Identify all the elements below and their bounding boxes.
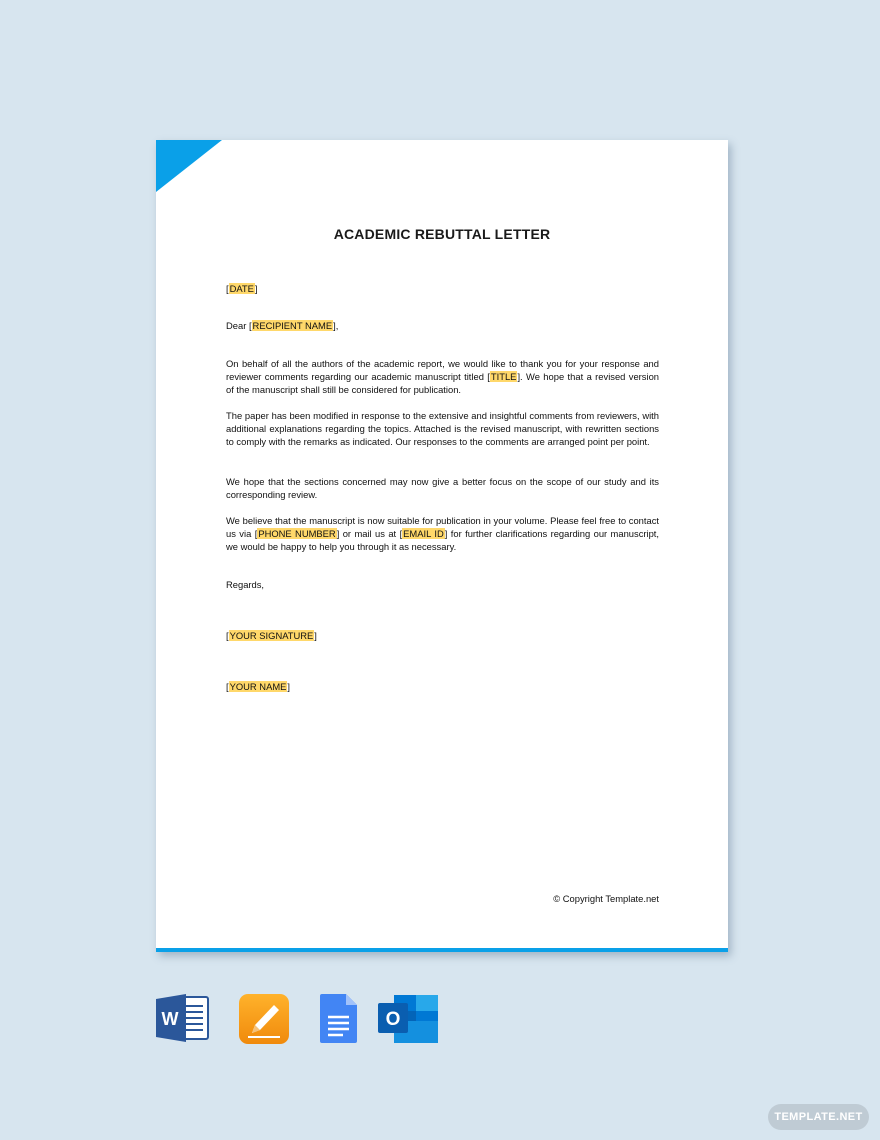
name-line: [YOUR NAME] bbox=[226, 681, 290, 692]
pages-icon[interactable] bbox=[238, 993, 290, 1045]
paragraph-1-b: . We hope that a revised version of the manuscript shall still be considered for publication. bbox=[226, 370, 659, 395]
date-line: [DATE] bbox=[226, 283, 258, 294]
paragraph-3: We hope that the sections concerned may now give a better focus on the scope of our study and its corresponding review. bbox=[226, 476, 659, 500]
outlook-icon[interactable] bbox=[378, 993, 440, 1045]
paragraph-4-a: We believe that the manuscript is now suitable for publication in your volume. Please feel free to contact us via bbox=[226, 515, 659, 539]
paragraph-4-c: for further clarifications regarding our manuscript, we would be happy to help you through it as necessary. bbox=[226, 527, 660, 552]
google-docs-icon[interactable] bbox=[318, 993, 358, 1045]
closing: Regards, bbox=[226, 579, 265, 590]
paragraph-4-b: or mail us at bbox=[339, 527, 400, 539]
title-placeholder: TITLE bbox=[490, 370, 517, 382]
signature-line: [YOUR SIGNATURE] bbox=[226, 630, 317, 641]
document-page bbox=[156, 140, 728, 952]
salutation: Dear [RECIPIENT NAME], bbox=[226, 320, 339, 331]
email-placeholder: EMAIL ID bbox=[403, 527, 444, 539]
signature-placeholder: YOUR SIGNATURE bbox=[229, 630, 314, 641]
recipient-placeholder: RECIPIENT NAME bbox=[252, 320, 333, 331]
name-placeholder: YOUR NAME bbox=[229, 681, 287, 692]
paragraph-1-a: On behalf of all the authors of the academic report, we would like to thank you for your response and reviewer comments regarding our academic manuscript titled bbox=[226, 358, 659, 382]
corner-accent bbox=[156, 140, 222, 192]
paragraph-4: We believe that the manuscript is now suitable for publication in your volume. Please feel free to contact us via [PHONE NUMBER] or mail us at [EMAIL ID] for further clarifications regarding our manuscript, we would be happy to help you through it as necessary. bbox=[226, 515, 660, 552]
bottom-accent-bar bbox=[156, 948, 728, 952]
paragraph-1: On behalf of all the authors of the academic report, we would like to thank you for your response and reviewer comments regarding our academic manuscript titled [TITLE]. We hope that a revised version of the manuscript shall still be considered for publication. bbox=[226, 358, 659, 395]
paragraph-2: The paper has been modified in response to the extensive and insightful comments from reviewers, with additional explanations regarding the topics. Attached is the revised manuscript, with rewritten sections to comply with the remarks as indicated. Our responses to the comments are arranged point per point. bbox=[226, 410, 659, 447]
salutation-prefix: Dear bbox=[226, 320, 249, 331]
salutation-suffix: , bbox=[335, 320, 339, 331]
word-letter: W bbox=[161, 1009, 179, 1029]
date-placeholder: DATE bbox=[229, 283, 254, 294]
outlook-letter: O bbox=[385, 1009, 401, 1030]
template-net-badge[interactable]: TEMPLATE.NET bbox=[768, 1104, 869, 1130]
word-icon[interactable] bbox=[156, 993, 210, 1043]
copyright-text: © Copyright Template.net bbox=[553, 893, 659, 904]
document-title: ACADEMIC REBUTTAL LETTER bbox=[333, 226, 551, 242]
phone-placeholder: PHONE NUMBER bbox=[258, 527, 336, 539]
